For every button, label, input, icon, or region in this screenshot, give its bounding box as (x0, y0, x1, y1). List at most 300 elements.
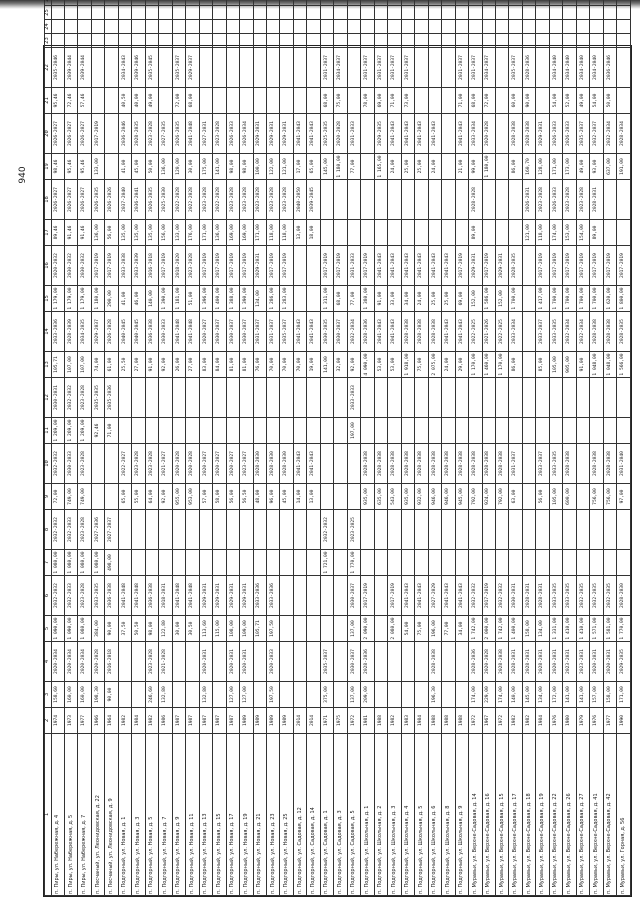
column-number-8: 8 (45, 510, 52, 550)
value-cell (253, 550, 266, 576)
address-cell: п. Подгорный, ул. Новая, д. 15 (213, 734, 226, 896)
table-row (415, 0, 428, 896)
year-cell: 1984 (536, 708, 549, 734)
address-cell: п. Муравьи, ул. Горная, д. 56 (617, 734, 631, 896)
value-cell (442, 510, 455, 550)
table-row (563, 0, 576, 896)
address-cell: п. Подгорный, ул. Новая, д. 23 (267, 734, 280, 896)
register-table (44, 0, 631, 896)
value-cell: 2017-2019 (213, 246, 226, 286)
value-cell (145, 510, 158, 550)
value-cell: 107,00 (64, 352, 77, 378)
value-cell (522, 246, 535, 286)
value-cell (388, 20, 401, 34)
value-cell: 2032-2035 (603, 576, 616, 616)
value-cell: 76,00 (253, 352, 266, 378)
value-cell: 32,00 (334, 352, 347, 378)
value-cell: 2020-2028 (186, 444, 199, 484)
value-cell (213, 418, 226, 444)
value-cell: 134,00 (253, 286, 266, 312)
value-cell: 25,00 (442, 286, 455, 312)
value-cell (105, 154, 118, 180)
value-cell: 41,00 (118, 154, 131, 180)
value-cell (334, 180, 347, 220)
value-cell: 1 080,00 (78, 616, 91, 642)
value-cell: 2032-2034 (563, 312, 576, 352)
address-cell: п. Подгорный, ул. Садовая, д. 1 (320, 734, 333, 896)
value-cell: 2028-2031 (536, 576, 549, 616)
value-cell (334, 550, 347, 576)
value-cell (199, 48, 212, 88)
year-cell: 1987 (199, 708, 212, 734)
value-cell: 85,00 (536, 352, 549, 378)
value-cell: 2028-2038 (509, 114, 522, 154)
value-cell: 63,00 (509, 484, 522, 510)
value-cell: 75,00 (415, 616, 428, 642)
value-cell: 2023-2028 (213, 114, 226, 154)
value-cell (469, 0, 482, 6)
value-cell (132, 682, 145, 708)
value-cell: 2016-2018 (145, 246, 158, 286)
address-cell: п. Подгорный, ул. Школьная, д. 9 (455, 734, 468, 896)
value-cell (293, 286, 306, 312)
address-cell: п. Пиры, ул. Набережная, д. 4 (51, 734, 64, 896)
value-cell (145, 0, 158, 6)
address-cell: п. Подгорный, ул. Новая, д. 7 (159, 734, 172, 896)
value-cell: 141,00 (320, 352, 333, 378)
value-cell: 108,00 (226, 616, 239, 642)
value-cell (603, 220, 616, 246)
value-cell (455, 220, 468, 246)
value-cell (401, 6, 414, 20)
value-cell (293, 550, 306, 576)
value-cell: 132,80 (199, 682, 212, 708)
value-cell (428, 510, 441, 550)
value-cell: 2017-2019 (159, 246, 172, 286)
value-cell (293, 418, 306, 444)
value-cell: 2021-2028 (159, 642, 172, 682)
value-cell (549, 0, 562, 6)
value-cell (307, 6, 320, 20)
value-cell (455, 6, 468, 20)
value-cell (428, 378, 441, 418)
value-cell: 2017-2019 (455, 246, 468, 286)
value-cell (240, 418, 253, 444)
value-cell (91, 6, 104, 20)
column-number-3: 3 (45, 682, 52, 708)
table-row (347, 0, 360, 896)
value-cell (415, 34, 428, 48)
column-number-7: 7 (45, 550, 52, 576)
value-cell: 2041-2043 (428, 114, 441, 154)
value-cell (347, 484, 360, 510)
value-cell (320, 20, 333, 34)
value-cell: 2030-2037 (347, 576, 360, 616)
address-cell: п. Подгорный, ул. Садовая, д. 3 (334, 734, 347, 896)
value-cell (361, 418, 374, 444)
value-cell: 45,00 (132, 154, 145, 180)
value-cell: 118,00 (536, 220, 549, 246)
value-cell (172, 418, 185, 444)
value-cell: 71,00 (105, 418, 118, 444)
value-cell (334, 576, 347, 616)
value-cell: 2031-2033 (347, 114, 360, 154)
value-cell: 53,00 (388, 352, 401, 378)
value-cell: 24,00 (442, 352, 455, 378)
value-cell: 89,00 (590, 220, 603, 246)
column-number-5: 5 (45, 616, 52, 642)
value-cell (361, 154, 374, 180)
value-cell: 2 075,00 (428, 352, 441, 378)
value-cell: 49,00 (576, 154, 589, 180)
value-cell: 2031-2033 (347, 246, 360, 286)
value-cell (172, 6, 185, 20)
value-cell (401, 682, 414, 708)
value-cell: 2028-2031 (522, 642, 535, 682)
value-cell (388, 550, 401, 576)
value-cell (186, 6, 199, 20)
value-cell: 1 181,00 (172, 286, 185, 312)
value-cell: 2023-2028 (78, 510, 91, 550)
value-cell (455, 682, 468, 708)
value-cell: 105,71 (51, 352, 64, 378)
value-cell (226, 418, 239, 444)
value-cell: 72,00 (172, 88, 185, 114)
value-cell: 70,00 (280, 352, 293, 378)
value-cell: 2030-2033 (159, 312, 172, 352)
value-cell: 2023-2028 (253, 180, 266, 220)
address-cell: п. Пиры, ул. Набережная, д. 7 (78, 734, 91, 896)
value-cell (307, 550, 320, 576)
value-cell: 2035-2035 (91, 378, 104, 418)
value-cell: 2026-2028 (105, 312, 118, 352)
value-cell (64, 34, 77, 48)
value-cell: 2020-2034 (51, 642, 64, 682)
column-number-12: 12 (45, 378, 52, 418)
value-cell (105, 20, 118, 34)
value-cell (455, 510, 468, 550)
value-cell (590, 378, 603, 418)
value-cell: 2039-2044 (64, 48, 77, 88)
value-cell (267, 378, 280, 418)
value-cell (159, 34, 172, 48)
value-cell (159, 378, 172, 418)
value-cell: 173,00 (563, 154, 576, 180)
value-cell (495, 114, 508, 154)
value-cell (186, 550, 199, 576)
value-cell (617, 378, 631, 418)
value-cell (522, 550, 535, 576)
value-cell (428, 418, 441, 444)
value-cell (226, 510, 239, 550)
value-cell (522, 0, 535, 6)
value-cell: 78,00 (361, 88, 374, 114)
value-cell (293, 642, 306, 682)
value-cell: 2023-2028 (186, 246, 199, 286)
address-cell: п. Подгорный, ул. Новая, д. 1 (118, 734, 131, 896)
value-cell: 171,00 (253, 220, 266, 246)
value-cell (576, 444, 589, 484)
value-cell (293, 246, 306, 286)
value-cell (267, 550, 280, 576)
value-cell: 2017-2019 (603, 246, 616, 286)
address-cell: п. Муравьи, ул. Верхне-Садовая, д. 26 (563, 734, 576, 896)
value-cell: 1 400,00 (509, 616, 522, 642)
value-cell: 64,00 (145, 484, 158, 510)
address-cell: п. Муравьи, ул. Верхне-Садовая, д. 27 (576, 734, 589, 896)
value-cell (280, 616, 293, 642)
value-cell: 2034-2040 (576, 48, 589, 88)
value-cell: 2026-2033 (549, 114, 562, 154)
value-cell: 56,00 (105, 220, 118, 246)
value-cell: 2041-2043 (374, 312, 387, 352)
value-cell (172, 682, 185, 708)
value-cell: 2017-2019 (280, 246, 293, 286)
column-number-17: 17 (45, 220, 52, 246)
value-cell: 158,00 (522, 616, 535, 642)
value-cell: 2021-2027 (159, 444, 172, 484)
value-cell (240, 88, 253, 114)
value-cell: 107,00 (78, 352, 91, 378)
value-cell (118, 418, 131, 444)
value-cell (132, 34, 145, 48)
value-cell: 2028-2038 (590, 312, 603, 352)
value-cell: 134,00 (536, 616, 549, 642)
value-cell: 2035-2037 (280, 312, 293, 352)
value-cell: 1 571,00 (590, 616, 603, 642)
value-cell: 133,00 (172, 220, 185, 246)
value-cell: 2026-2033 (226, 114, 239, 154)
value-cell (334, 510, 347, 550)
table-row (78, 0, 91, 896)
value-cell: 46,00 (132, 286, 145, 312)
value-cell: 2041-2043 (293, 312, 306, 352)
address-cell: п. Пиры, ул. Набережная, д. 5 (64, 734, 77, 896)
value-cell: 2032-2032 (495, 576, 508, 616)
value-cell: 2036-2038 (145, 576, 158, 616)
value-cell: 73,00 (401, 88, 414, 114)
value-cell: 18,00 (307, 220, 320, 246)
value-cell (132, 418, 145, 444)
value-cell: 1 396,00 (199, 286, 212, 312)
value-cell: 2020-2027 (199, 312, 212, 352)
value-cell: 2026-2033 (563, 114, 576, 154)
value-cell (401, 378, 414, 418)
value-cell: 77,00 (347, 154, 360, 180)
year-cell: 1987 (213, 708, 226, 734)
value-cell (374, 220, 387, 246)
value-cell: 171,00 (617, 682, 631, 708)
value-cell (522, 378, 535, 418)
value-cell (51, 34, 64, 48)
value-cell: 2 080,00 (388, 616, 401, 642)
year-cell: 1981 (361, 708, 374, 734)
value-cell (374, 682, 387, 708)
table-row (51, 0, 64, 896)
value-cell: 96,00 (267, 484, 280, 510)
value-cell (374, 180, 387, 220)
value-cell: 229,00 (482, 682, 495, 708)
year-cell: 1988 (455, 708, 468, 734)
value-cell (293, 576, 306, 616)
table-row (105, 0, 118, 896)
value-cell: 946,00 (428, 484, 441, 510)
value-cell: 25,00 (428, 286, 441, 312)
value-cell (132, 6, 145, 20)
value-cell: 2031-2037 (361, 48, 374, 88)
value-cell (280, 378, 293, 418)
table-row (509, 0, 522, 896)
value-cell: 945,00 (455, 484, 468, 510)
value-cell: 145,00 (320, 154, 333, 180)
value-cell (320, 220, 333, 246)
value-cell: 2035-2046 (51, 48, 64, 88)
value-cell: 635,00 (374, 484, 387, 510)
value-cell (78, 0, 91, 6)
value-cell (563, 20, 576, 34)
value-cell: 2028-2038 (388, 444, 401, 484)
value-cell: 4 090,00 (361, 352, 374, 378)
value-cell: 2032-2033 (64, 510, 77, 550)
year-cell: 1989 (267, 708, 280, 734)
value-cell (334, 34, 347, 48)
value-cell: 2036-2041 (132, 180, 145, 220)
value-cell (64, 6, 77, 20)
value-cell: 2041-2043 (401, 576, 414, 616)
value-cell: 84,00 (213, 352, 226, 378)
year-cell: 1975 (334, 708, 347, 734)
value-cell: 2028-2036 (361, 312, 374, 352)
value-cell: 2023-2028 (199, 180, 212, 220)
value-cell (617, 34, 631, 48)
value-cell: 53,00 (374, 352, 387, 378)
value-cell: 2029-2031 (536, 114, 549, 154)
value-cell: 2033-2033 (347, 378, 360, 418)
value-cell: 56,50 (240, 484, 253, 510)
value-cell: 70,00 (293, 352, 306, 378)
value-cell (347, 48, 360, 88)
value-cell (159, 20, 172, 34)
value-cell (213, 378, 226, 418)
value-cell (388, 378, 401, 418)
value-cell: 2028-2031 (590, 180, 603, 220)
value-cell: 2028-2036 (361, 642, 374, 682)
value-cell: 498,00 (105, 550, 118, 576)
value-cell (401, 418, 414, 444)
value-cell: 2020-2031 (199, 642, 212, 682)
value-cell: 2032-2032 (51, 510, 64, 550)
value-cell: 905,00 (563, 352, 576, 378)
value-cell: 77,00 (347, 286, 360, 312)
value-cell: 72,00 (51, 484, 64, 510)
value-cell: 2020-2027 (213, 444, 226, 484)
year-cell: 1990 (617, 708, 631, 734)
value-cell (549, 34, 562, 48)
address-cell: п. Подгорный, ул. Новая, д. 3 (132, 734, 145, 896)
value-cell (617, 20, 631, 34)
year-cell: 1989 (253, 708, 266, 734)
value-cell (522, 484, 535, 510)
value-cell: 2025-2035 (320, 114, 333, 154)
value-cell: 2031-2037 (509, 444, 522, 484)
value-cell: 2023-2028 (132, 444, 145, 484)
value-cell (536, 510, 549, 550)
value-cell (361, 114, 374, 154)
value-cell: 2028-2030 (617, 576, 631, 616)
table-row (482, 0, 495, 896)
table-row (132, 0, 145, 896)
value-cell (401, 0, 414, 6)
value-cell (267, 510, 280, 550)
value-cell: 171,00 (549, 154, 562, 180)
value-cell: 2020-2027 (199, 444, 212, 484)
value-cell (536, 6, 549, 20)
value-cell (522, 418, 535, 444)
value-cell: 1 179,00 (64, 286, 77, 312)
value-cell: 157,00 (590, 682, 603, 708)
value-cell: 2028-2038 (401, 312, 414, 352)
value-cell: 2017-2019 (199, 246, 212, 286)
value-cell: 75,00 (415, 352, 428, 378)
value-cell (495, 20, 508, 34)
value-cell: 2017-2019 (361, 576, 374, 616)
value-cell: 2023-2028 (145, 114, 158, 154)
value-cell (226, 88, 239, 114)
value-cell: 1 080,00 (78, 550, 91, 576)
value-cell: 48,00 (253, 484, 266, 510)
value-cell (280, 20, 293, 34)
column-number-2: 2 (45, 708, 52, 734)
value-cell (374, 20, 387, 34)
value-cell: 71,00 (455, 88, 468, 114)
value-cell (186, 20, 199, 34)
value-cell: 1 165,00 (374, 154, 387, 180)
value-cell: 935,00 (401, 484, 414, 510)
value-cell (617, 0, 631, 6)
value-cell: 2017-2019 (576, 246, 589, 286)
address-cell: п. Подгорный, ул. Школьная, д. 2 (374, 734, 387, 896)
value-cell (226, 6, 239, 20)
value-cell (293, 6, 306, 20)
value-cell (293, 378, 306, 418)
value-cell (199, 418, 212, 444)
year-cell: 1977 (603, 708, 616, 734)
value-cell (617, 220, 631, 246)
value-cell: 2035-2037 (320, 642, 333, 682)
value-cell (415, 378, 428, 418)
value-cell: 2033-2039 (132, 246, 145, 286)
year-cell: 1972 (495, 708, 508, 734)
value-cell: 2023-2031 (576, 642, 589, 682)
value-cell: 2028-2036 (522, 48, 535, 88)
value-cell (495, 550, 508, 576)
value-cell (186, 34, 199, 48)
value-cell: 2032-2032 (51, 444, 64, 484)
value-cell: 2017-2019 (267, 246, 280, 286)
value-cell: 1 380,00 (361, 286, 374, 312)
value-cell: 955,00 (172, 484, 185, 510)
value-cell (442, 418, 455, 444)
value-cell (590, 550, 603, 576)
value-cell (549, 378, 562, 418)
value-cell (132, 20, 145, 34)
value-cell: 115,00 (213, 616, 226, 642)
value-cell: 41,00 (118, 286, 131, 312)
value-cell: 2026-2027 (51, 180, 64, 220)
value-cell (132, 642, 145, 682)
value-cell (267, 34, 280, 48)
value-cell: 160,70 (522, 154, 535, 180)
